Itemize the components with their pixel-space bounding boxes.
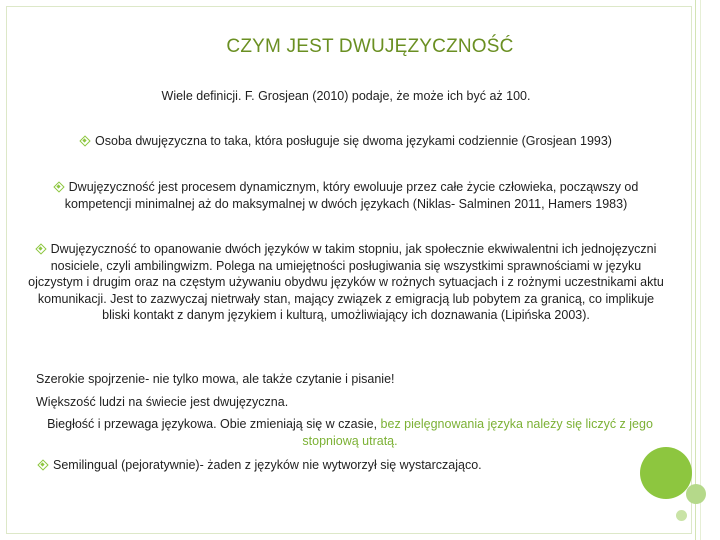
decorative-circle-small	[676, 510, 687, 521]
bullet-text-2: Dwujęzyczność jest procesem dynamicznym, który ewoluuje przez całe życie człowieka, począwszy od kompetencji minimalnej aż do maksymalnej w dwóch językach (Niklas- Salminen 2011, Hamers 1983)	[64, 180, 639, 211]
diamond-bullet-icon	[54, 182, 63, 191]
decorative-circle-medium	[686, 484, 706, 504]
diamond-bullet-icon	[38, 460, 47, 469]
diamond-bullet-icon	[80, 136, 89, 145]
diamond-bullet-icon	[36, 244, 45, 253]
fluency-text-accent: bez pielęgnowania języka należy się liczyć z jego stopniową utratą.	[302, 417, 653, 448]
bullet-item-1	[26, 133, 666, 150]
bullet-item-2	[26, 179, 666, 212]
bullet-text-3: Dwujęzyczność to opanowanie dwóch języków w takim stopniu, jak społecznie ekwiwalentni ich jednojęzyczni nosiciele, czyli ambilingwizm. Polega na umiejętności posługiwania się wszystkimi sprawnościami w języku ojczystym i drugim oraz na częstym używaniu obydwu języków w rożnych sytuacjach i z rożnymi uczestnikami aktu komunikacji. Jest to zazwyczaj nietrwały stan, mający związek z emigracją lub pobytem za granicą, co implikuje bliski kontakt z danym językiem i kulturą, umożliwiający ich doznawania (Lipińska 2003).	[28, 242, 664, 322]
decorative-rail-inner	[700, 0, 701, 540]
majority-text: Większość ludzi na świecie jest dwujęzyczna.	[36, 395, 289, 409]
fluency-text-prefix: Biegłość i przewaga językowa. Obie zmieniają się w czasie,	[47, 417, 381, 431]
semilingual-text: Semilingual (pejoratywnie)- żaden z języków nie wytworzył się wystarczająco.	[53, 458, 482, 472]
slide-title: CZYM JEST DWUJĘZYCZNOŚĆ	[226, 36, 514, 57]
decorative-rail	[695, 0, 696, 540]
fluency-text	[30, 416, 670, 449]
bullet-text-1: Osoba dwujęzyczna to taka, która posługuje się dwoma językami codziennie (Grosjean 1993)	[95, 134, 612, 148]
intro-text: Wiele definicji. F. Grosjean (2010) podaje, że może ich być aż 100.	[161, 89, 531, 103]
broad-view-text: Szerokie spojrzenie- nie tylko mowa, ale także czytanie i pisanie!	[36, 372, 395, 386]
bullet-item-3	[26, 241, 666, 324]
bullet-item-semilingual	[38, 457, 678, 474]
